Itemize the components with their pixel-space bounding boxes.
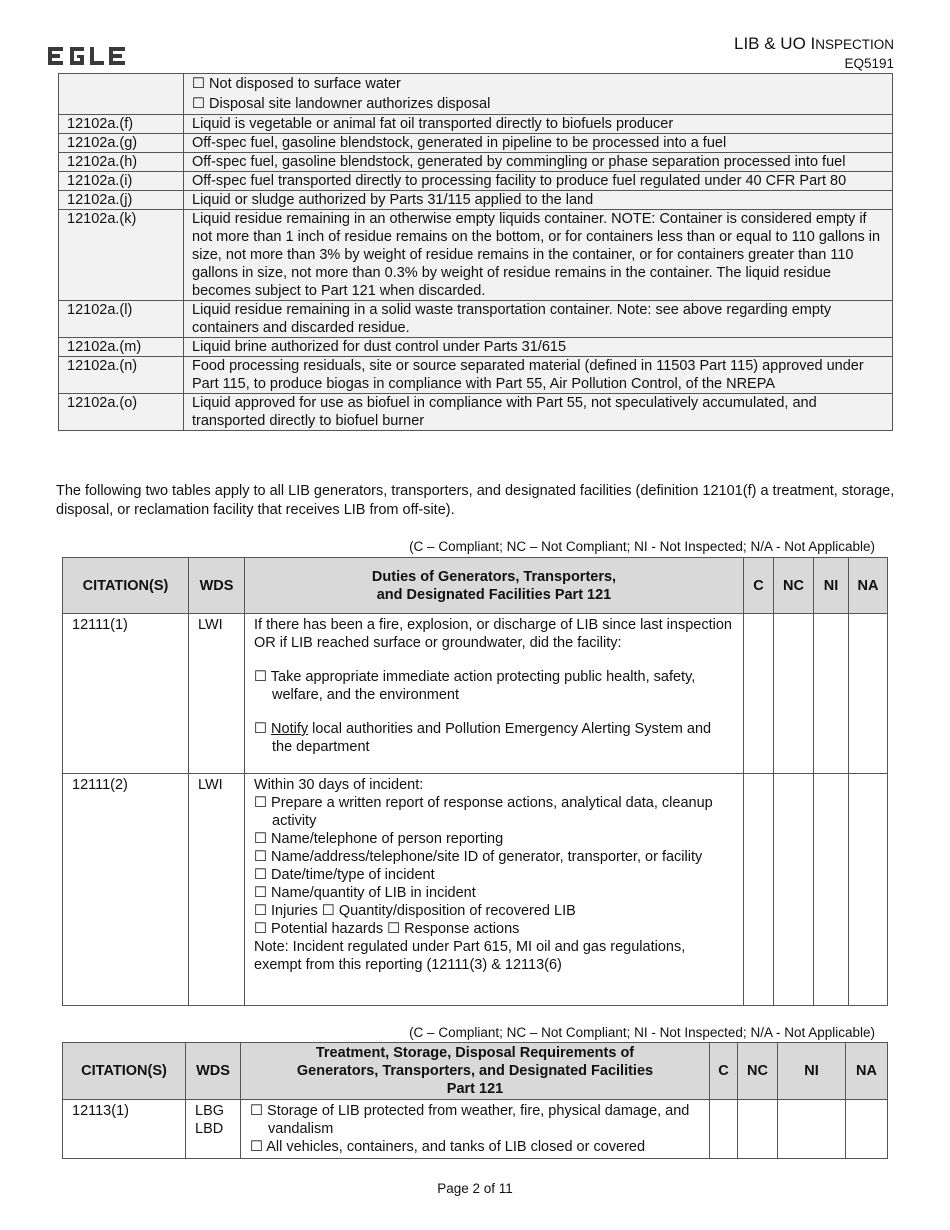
exemption-description	[184, 301, 893, 338]
exemption-citation	[59, 74, 184, 115]
requirement-checkbox-item[interactable]: ☐ Potential hazards ☐ Response actions	[254, 921, 520, 937]
requirement-checkbox-item[interactable]: ☐ Take appropriate immediate action protecting public health, safety, welfare, and the environment	[254, 669, 696, 703]
tsd-title-line2: Generators, Transporters, and Designated Facilities	[296, 1063, 654, 1079]
exemption-line: Off-spec fuel, gasoline blendstock, generated by commingling or phase separation processed into fuel	[192, 154, 846, 170]
exemption-line: Liquid residue remaining in a solid waste transportation container. Note: see above regarding empty containers and discarded residue.	[192, 302, 832, 336]
ni-cell[interactable]	[814, 774, 849, 1006]
exemption-row	[59, 153, 893, 172]
exemption-citation: 12102a.(o)	[59, 394, 184, 431]
exemption-description	[184, 338, 893, 357]
wds-code: LBG	[195, 1103, 225, 1119]
c-cell[interactable]	[744, 774, 774, 1006]
c-cell[interactable]	[710, 1100, 738, 1159]
exemption-line: Liquid is vegetable or animal fat oil transported directly to biofuels producer	[192, 116, 674, 132]
ni-header: NI	[814, 558, 849, 614]
exemption-citation: 12102a.(m)	[59, 338, 184, 357]
page-number: Page 2 of 11	[437, 1181, 513, 1196]
requirement-note: Note: Incident regulated under Part 615, MI oil and gas regulations, exempt from this reporting (12111(3) & 12113(6)	[254, 939, 686, 973]
exemption-description	[184, 134, 893, 153]
c-header: C	[710, 1043, 738, 1100]
form-code: EQ5191	[844, 56, 894, 71]
egle-logo	[48, 44, 128, 75]
exemption-citation: 12102a.(f)	[59, 115, 184, 134]
exemption-description	[184, 394, 893, 431]
exemption-row	[59, 301, 893, 338]
requirement-checkbox-item[interactable]: ☐ Name/telephone of person reporting	[254, 831, 504, 847]
table-row	[63, 774, 888, 1006]
duties-title-header	[245, 558, 744, 614]
na-cell[interactable]	[849, 614, 888, 774]
c-cell[interactable]	[744, 614, 774, 774]
wds-cell: LWI	[189, 614, 245, 774]
ni-header: NI	[778, 1043, 846, 1100]
exemption-row	[59, 74, 893, 115]
exemption-line: Off-spec fuel transported directly to processing facility to produce fuel regulated under 40 CFR Part 80	[192, 173, 847, 189]
nc-header: NC	[774, 558, 814, 614]
egle-logo-mark	[48, 44, 128, 70]
citation-cell: 12111(1)	[63, 614, 189, 774]
exemption-citation: 12102a.(h)	[59, 153, 184, 172]
requirement-checkbox-item[interactable]: ☐ Prepare a written report of response actions, analytical data, cleanup activity	[254, 795, 713, 829]
citation-header: CITATION(S)	[63, 1043, 186, 1100]
exemption-line: Liquid residue remaining in an otherwise empty liquids container. NOTE: Container is considered empty if not more than 1 inch of residue remains on the bottom, or for containers less than or equal to 110 gallons in size, not more than 3% by weight of residue remains in the container, or for containers greater than 110 gallons in size, not more than 0.3% by weight of residue remains in the container. The liquid residue becomes subject to Part 121 when discarded.	[192, 211, 881, 299]
requirement-intro: If there has been a fire, explosion, or discharge of LIB since last inspection OR if LIB reached surface or groundwater, did the facility:	[254, 617, 732, 651]
exemption-row	[59, 394, 893, 431]
exemption-description	[184, 172, 893, 191]
c-header: C	[744, 558, 774, 614]
exemption-description	[184, 210, 893, 301]
na-cell[interactable]	[849, 774, 888, 1006]
intro-paragraph: The following two tables apply to all LIB generators, transporters, and designated facilities (definition 12101(f) a treatment, storage, disposal, or reclamation facility that receives LIB from off-site).	[56, 483, 895, 518]
exemptions-table	[58, 73, 893, 431]
exemption-citation: 12102a.(j)	[59, 191, 184, 210]
tsd-requirements-table	[62, 1042, 888, 1159]
table-row	[63, 614, 888, 774]
exemption-citation: 12102a.(l)	[59, 301, 184, 338]
tsd-title-header	[241, 1043, 710, 1100]
requirement-checkbox-item[interactable]: ☐ Name/address/telephone/site ID of generator, transporter, or facility	[254, 849, 703, 865]
exemption-row	[59, 338, 893, 357]
exemption-description	[184, 357, 893, 394]
wds-code: LBD	[195, 1121, 224, 1137]
exemption-row	[59, 115, 893, 134]
requirement-cell	[241, 1100, 710, 1159]
exemption-citation: 12102a.(k)	[59, 210, 184, 301]
exemption-line: ☐ Not disposed to surface water	[192, 76, 401, 92]
exemption-row	[59, 134, 893, 153]
exemption-citation: 12102a.(i)	[59, 172, 184, 191]
exemption-line: Liquid brine authorized for dust control under Parts 31/615	[192, 339, 567, 355]
na-header: NA	[849, 558, 888, 614]
duties-table	[62, 557, 888, 1006]
table-row	[63, 1100, 888, 1159]
ni-cell[interactable]	[778, 1100, 846, 1159]
tsd-title-line1: Treatment, Storage, Disposal Requirements of	[315, 1045, 635, 1061]
exemption-line: Food processing residuals, site or source separated material (defined in 11503 Part 115) approved under Part 115, to produce biogas in compliance with Part 55, Air Pollution Control, of the NREPA	[192, 358, 864, 392]
exemption-description	[184, 115, 893, 134]
exemption-line: Off-spec fuel, gasoline blendstock, generated in pipeline to be processed into a fuel	[192, 135, 727, 151]
requirement-cell	[245, 614, 744, 774]
compliance-legend: (C – Compliant; NC – Not Compliant; NI - Not Inspected; N/A - Not Applicable)	[409, 539, 875, 554]
exemption-line: Liquid approved for use as biofuel in compliance with Part 55, not speculatively accumulated, and transported directly to biofuel burner	[192, 395, 817, 429]
nc-cell[interactable]	[738, 1100, 778, 1159]
exemption-row	[59, 210, 893, 301]
nc-header: NC	[738, 1043, 778, 1100]
citation-cell: 12113(1)	[63, 1100, 186, 1159]
wds-header: WDS	[189, 558, 245, 614]
exemption-description	[184, 191, 893, 210]
notify-underlined: Notify	[271, 721, 309, 737]
requirement-checkbox-item[interactable]: ☐ Storage of LIB protected from weather, fire, physical damage, and vandalism	[250, 1103, 690, 1137]
requirement-checkbox-item[interactable]: ☐ All vehicles, containers, and tanks of LIB closed or covered	[250, 1139, 646, 1155]
wds-cell	[186, 1100, 241, 1159]
exemption-citation: 12102a.(g)	[59, 134, 184, 153]
exemption-row	[59, 357, 893, 394]
tsd-title-line3: Part 121	[446, 1081, 504, 1097]
exemption-description	[184, 153, 893, 172]
exemption-description	[184, 74, 893, 115]
wds-header: WDS	[186, 1043, 241, 1100]
wds-cell: LWI	[189, 774, 245, 1006]
duties-title-line1: Duties of Generators, Transporters,	[371, 568, 617, 585]
nc-cell[interactable]	[774, 614, 814, 774]
citation-cell: 12111(2)	[63, 774, 189, 1006]
na-cell[interactable]	[846, 1100, 888, 1159]
exemption-row	[59, 172, 893, 191]
requirement-cell	[245, 774, 744, 1006]
ni-cell[interactable]	[814, 614, 849, 774]
requirement-checkbox-item[interactable]: ☐ Notify local authorities and Pollution Emergency Alerting System and the department	[254, 721, 712, 755]
form-title: LIB & UO INSPECTION	[733, 34, 894, 53]
requirement-line: Within 30 days of incident:	[254, 777, 424, 793]
requirement-checkbox-item[interactable]: ☐ Name/quantity of LIB in incident	[254, 885, 476, 901]
requirement-checkbox-item[interactable]: ☐ Date/time/type of incident	[254, 867, 435, 883]
exemption-row	[59, 191, 893, 210]
exemption-citation: 12102a.(n)	[59, 357, 184, 394]
compliance-legend: (C – Compliant; NC – Not Compliant; NI - Not Inspected; N/A - Not Applicable)	[409, 1025, 875, 1040]
citation-header: CITATION(S)	[63, 558, 189, 614]
nc-cell[interactable]	[774, 774, 814, 1006]
exemption-line: ☐ Disposal site landowner authorizes disposal	[192, 96, 491, 112]
exemption-line: Liquid or sludge authorized by Parts 31/115 applied to the land	[192, 192, 594, 208]
requirement-checkbox-item[interactable]: ☐ Injuries ☐ Quantity/disposition of recovered LIB	[254, 903, 576, 919]
na-header: NA	[846, 1043, 888, 1100]
duties-title-line2: and Designated Facilities Part 121	[376, 586, 612, 603]
